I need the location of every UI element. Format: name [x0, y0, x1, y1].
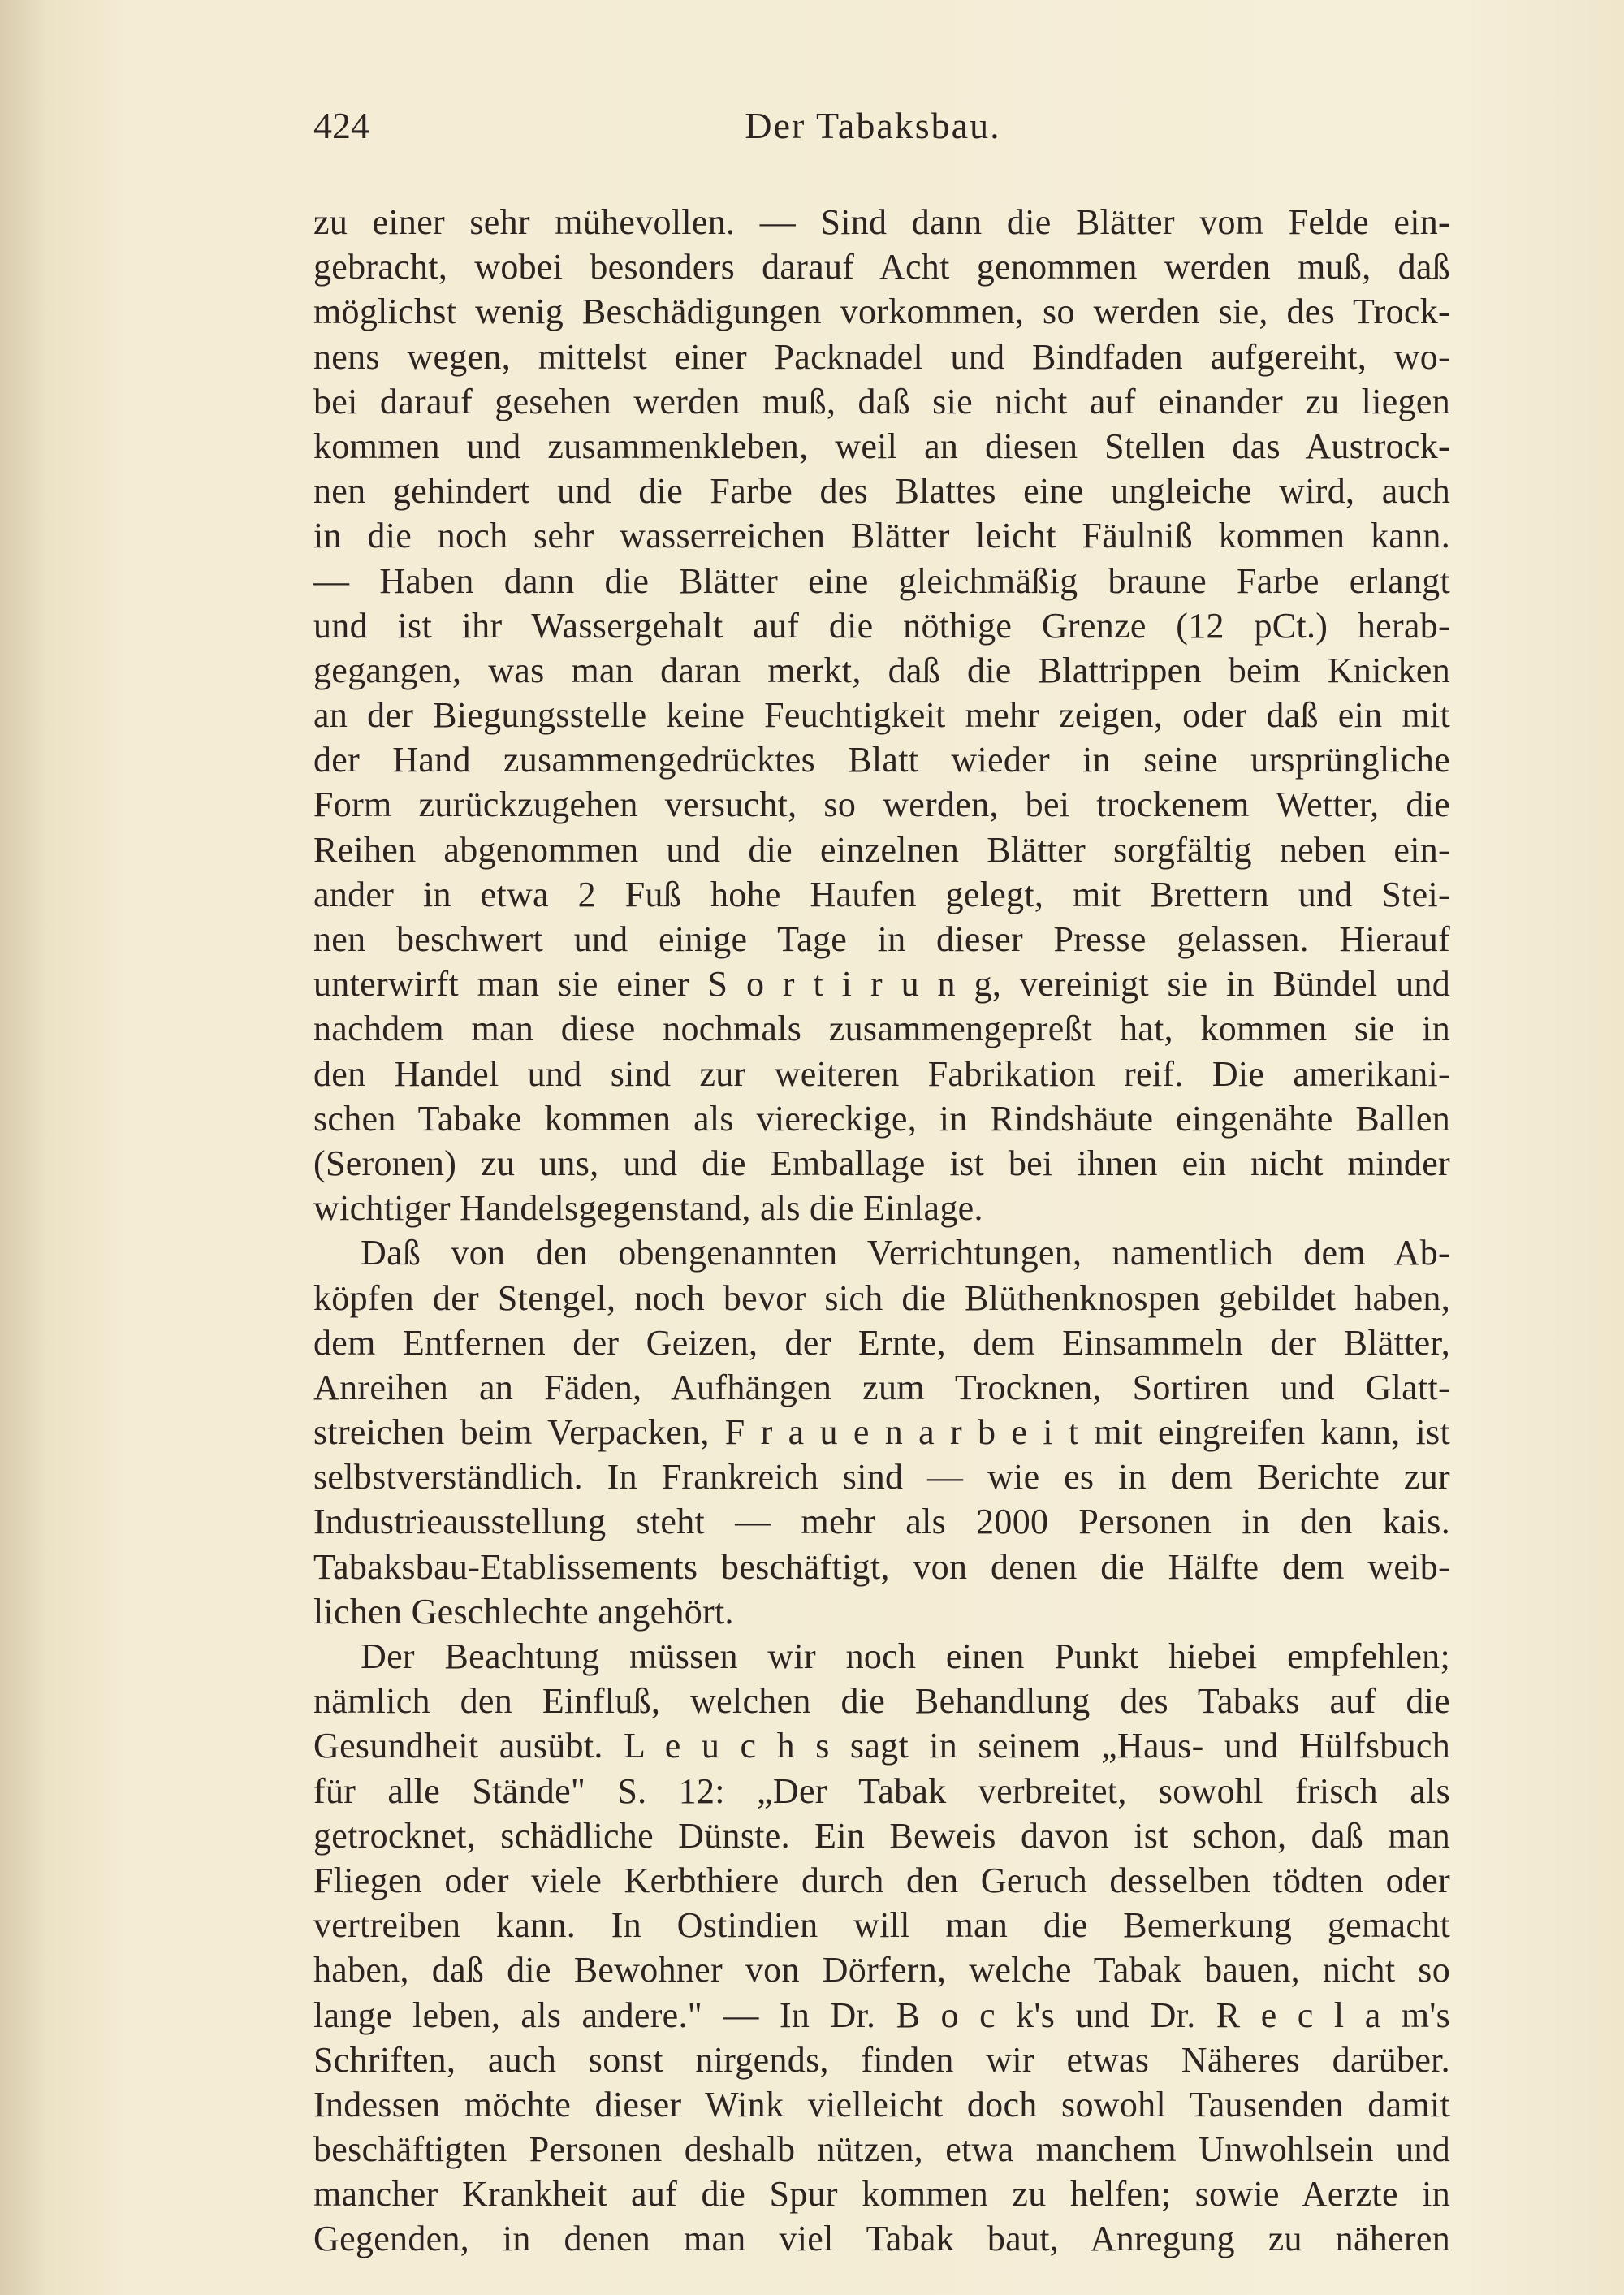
- text-line: bei darauf gesehen werden muß, daß sie nicht auf einander zu liegen: [313, 381, 1450, 421]
- running-title: Der Tabaksbau.: [745, 105, 1001, 146]
- text-line: haben, daß die Bewohner von Dörfern, welche Tabak bauen, nicht so: [313, 1950, 1450, 1990]
- text-line: — Haben dann die Blätter eine gleichmäßig braune Farbe erlangt: [313, 560, 1450, 601]
- text-line: Gegenden, in denen man viel Tabak baut, Anregung zu näheren: [313, 2219, 1450, 2259]
- text-line: köpfen der Stengel, noch bevor sich die Blüthenknospen gebildet haben,: [313, 1277, 1450, 1318]
- text-line: nen beschwert und einige Tage in dieser Presse gelassen. Hierauf: [313, 919, 1450, 959]
- text-line: an der Biegungsstelle keine Feuchtigkeit mehr zeigen, oder daß ein mit: [313, 695, 1450, 736]
- text-line: nens wegen, mittelst einer Packnadel und Bindfaden aufgereiht, wo-: [313, 336, 1450, 377]
- text-line: Indessen möchte dieser Wink vielleicht doch sowohl Tausenden damit: [313, 2084, 1450, 2124]
- text-line: schen Tabake kommen als viereckige, in Rindshäute eingenähte Ballen: [313, 1098, 1450, 1139]
- text-line: nen gehindert und die Farbe des Blattes eine ungleiche wird, auch: [313, 471, 1450, 512]
- text-line: wichtiger Handelsgegenstand, als die Einlage.: [313, 1188, 983, 1229]
- text-line: zu einer sehr mühevollen. — Sind dann die Blätter vom Felde ein-: [313, 202, 1450, 242]
- text-line: nachdem man diese nochmals zusammengepreßt hat, kommen sie in: [313, 1009, 1450, 1049]
- text-line: Schriften, auch sonst nirgends, finden wir etwas Näheres darüber.: [313, 2039, 1450, 2080]
- text-line: lange leben, als andere." — In Dr. B o c k's und Dr. R e c l a m's: [313, 1995, 1450, 2035]
- text-line: für alle Stände" S. 12: „Der Tabak verbreitet, sowohl frisch als: [313, 1770, 1450, 1811]
- text-line: Tabaksbau-Etablissements beschäftigt, von denen die Hälfte dem weib-: [313, 1546, 1450, 1587]
- text-line: den Handel und sind zur weiteren Fabrikation reif. Die amerikani-: [313, 1053, 1450, 1094]
- text-line: Form zurückzugehen versucht, so werden, bei trockenem Wetter, die: [313, 784, 1450, 825]
- text-line: Reihen abgenommen und die einzelnen Blätter sorgfältig neben ein-: [313, 829, 1450, 870]
- text-line: (Seronen) zu uns, und die Emballage ist bei ihnen ein nicht minder: [313, 1143, 1450, 1183]
- text-line: möglichst wenig Beschädigungen vorkommen, so werden sie, des Trock-: [313, 292, 1450, 332]
- text-line: Fliegen oder viele Kerbthiere durch den Geruch desselben tödten oder: [313, 1860, 1450, 1900]
- text-line: vertreiben kann. In Ostindien will man die Bemerkung gemacht: [313, 1905, 1450, 1946]
- text-line: mancher Krankheit auf die Spur kommen zu helfen; sowie Aerzte in: [313, 2174, 1450, 2215]
- text-line: und ist ihr Wassergehalt auf die nöthige Grenze (12 pCt.) herab-: [313, 605, 1450, 646]
- running-header: [0, 104, 1624, 153]
- text-line: ander in etwa 2 Fuß hohe Haufen gelegt, mit Brettern und Stei-: [313, 874, 1450, 914]
- text-line: Anreihen an Fäden, Aufhängen zum Trocknen, Sortiren und Glatt-: [313, 1367, 1450, 1407]
- text-line: kommen und zusammenkleben, weil an diesen Stellen das Austrock-: [313, 426, 1450, 466]
- text-line: in die noch sehr wasserreichen Blätter leicht Fäulniß kommen kann.: [313, 516, 1450, 556]
- text-line: nämlich den Einfluß, welchen die Behandlung des Tabaks auf die: [313, 1681, 1450, 1722]
- text-line: streichen beim Verpacken, F r a u e n a r b e i t mit eingreifen kann, ist: [313, 1412, 1450, 1453]
- text-line: Der Beachtung müssen wir noch einen Punkt hiebei empfehlen;: [361, 1636, 1450, 1676]
- text-line: Daß von den obengenannten Verrichtungen, namentlich dem Ab-: [361, 1233, 1450, 1273]
- body-text: [313, 200, 1450, 2262]
- text-line: Gesundheit ausübt. L e u c h s sagt in seinem „Haus- und Hülfsbuch: [313, 1726, 1450, 1766]
- text-line: unterwirft man sie einer S o r t i r u n g, vereinigt sie in Bündel und: [313, 964, 1450, 1005]
- text-line: beschäftigten Personen deshalb nützen, etwa manchem Unwohlsein und: [313, 2129, 1450, 2170]
- text-line: gegangen, was man daran merkt, daß die Blattrippen beim Knicken: [313, 650, 1450, 690]
- text-line: gebracht, wobei besonders darauf Acht genommen werden muß, daß: [313, 247, 1450, 287]
- text-line: selbstverständlich. In Frankreich sind — wie es in dem Berichte zur: [313, 1457, 1450, 1498]
- text-line: Industrieausstellung steht — mehr als 2000 Personen in den kais.: [313, 1502, 1450, 1542]
- page-number: 424: [313, 105, 369, 146]
- text-line: der Hand zusammengedrücktes Blatt wieder in seine ursprüngliche: [313, 740, 1450, 780]
- text-line: getrocknet, schädliche Dünste. Ein Beweis davon ist schon, daß man: [313, 1815, 1450, 1856]
- text-line: lichen Geschlechte angehört.: [313, 1591, 734, 1632]
- text-line: dem Entfernen der Geizen, der Ernte, dem Einsammeln der Blätter,: [313, 1322, 1450, 1363]
